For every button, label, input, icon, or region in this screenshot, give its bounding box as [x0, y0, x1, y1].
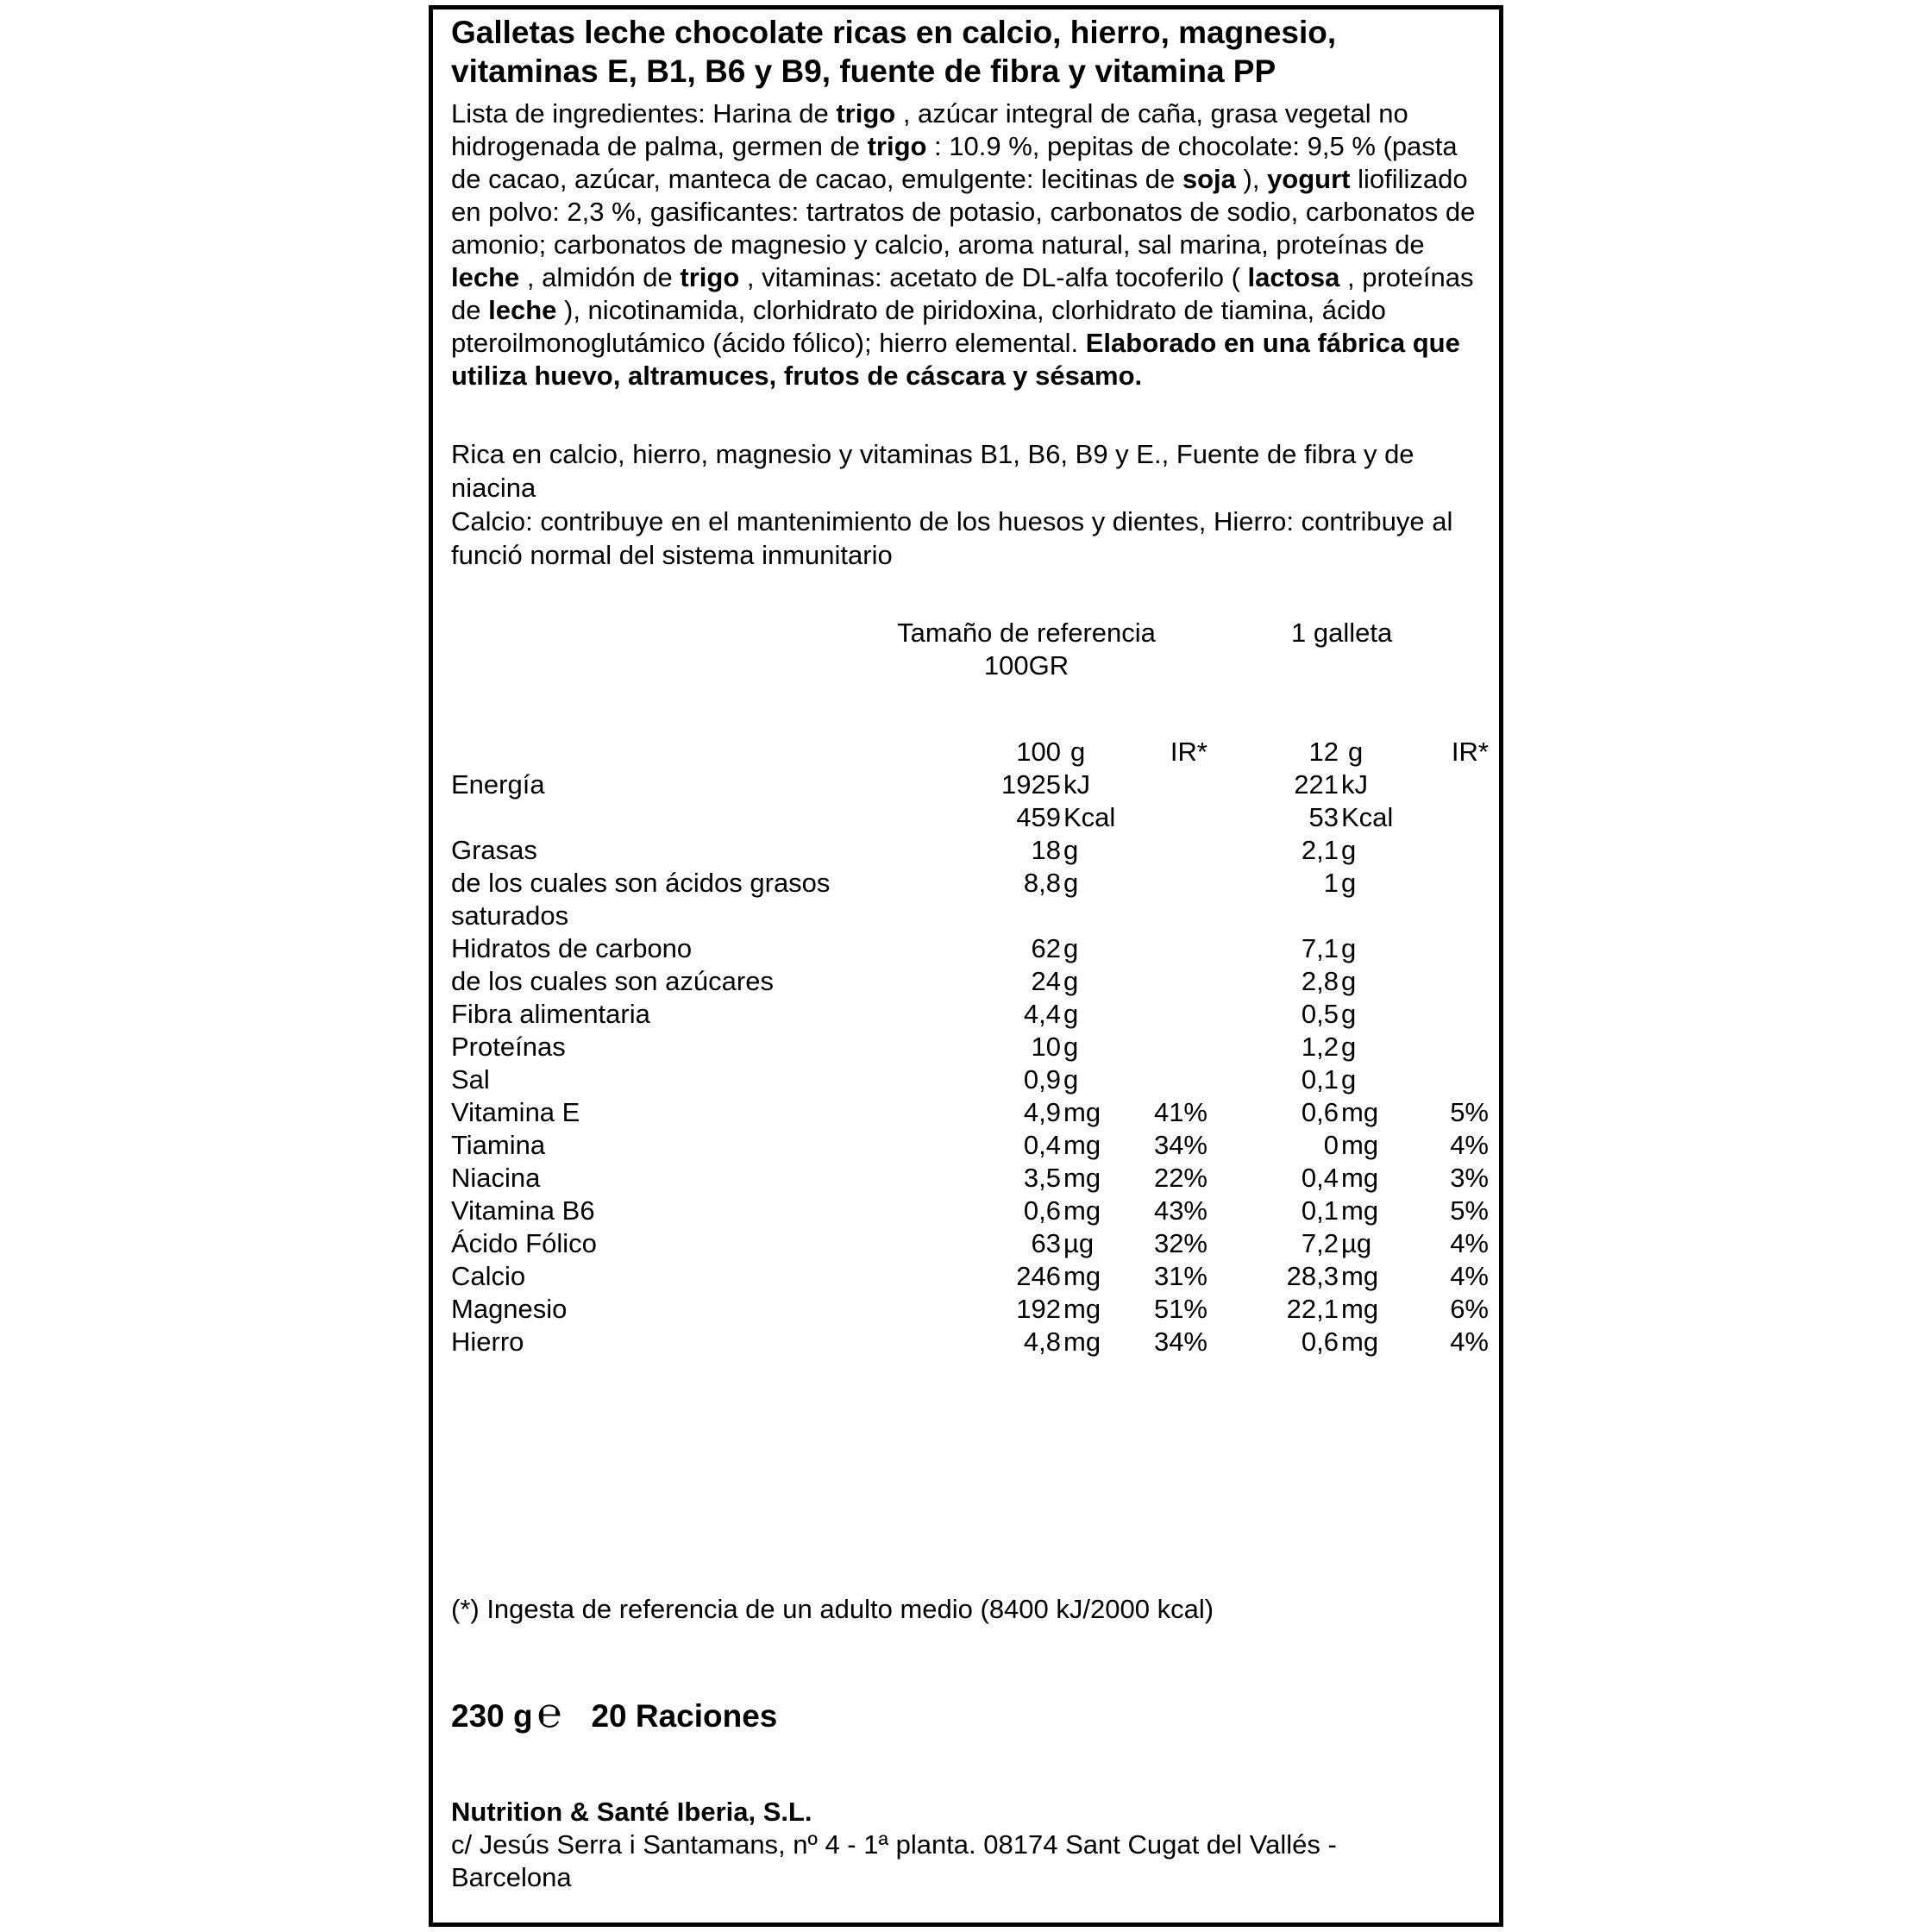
unit-per-12g: mg — [1341, 1097, 1379, 1127]
value-per-100g: 63 — [1031, 1228, 1061, 1258]
unit-per-100g: mg — [1063, 1327, 1101, 1357]
unit-per-12g: mg — [1341, 1327, 1379, 1357]
unit-per-100g: g — [1063, 1032, 1079, 1062]
table-row — [451, 801, 1489, 834]
ir-percent-per-12g: 5% — [1450, 1195, 1489, 1226]
nutrient-name: Vitamina B6 — [451, 1195, 595, 1226]
ir-percent-per-12g: 6% — [1450, 1294, 1489, 1324]
unit-per-12g: Kcal — [1341, 802, 1394, 832]
unit-per-100g: mg — [1063, 1294, 1101, 1324]
ir-percent-per-100g: 43% — [1153, 1195, 1208, 1226]
value-per-100g: 4,4 — [1023, 999, 1061, 1029]
reference-intake-footnote: (*) Ingesta de referencia de un adulto medio (8400 kJ/2000 kcal) — [451, 1594, 1214, 1624]
unit-per-12g: g — [1341, 1032, 1357, 1062]
nutrient-name: Proteínas — [451, 1032, 566, 1062]
nutrient-name: Niacina — [451, 1163, 541, 1193]
table-row — [451, 834, 1489, 867]
nutrient-name: Sal — [451, 1064, 490, 1095]
value-per-12g: 221 — [1294, 769, 1339, 800]
value-per-12g: 0,6 — [1301, 1097, 1339, 1127]
value-per-12g: 7,1 — [1301, 933, 1339, 963]
estimated-sign: ℮ — [536, 1690, 562, 1736]
value-per-12g: 28,3 — [1286, 1261, 1339, 1291]
value-per-12g: 0,4 — [1301, 1163, 1339, 1193]
unit-per-12g: mg — [1341, 1195, 1379, 1226]
unit-per-100g: Kcal — [1063, 802, 1116, 832]
value-per-100g: 24 — [1031, 966, 1061, 996]
ir-percent-per-100g: 22% — [1153, 1163, 1208, 1193]
unit-per-12g: mg — [1341, 1163, 1379, 1193]
value-per-100g: 10 — [1031, 1032, 1061, 1062]
ir-percent-per-100g: 32% — [1153, 1228, 1208, 1258]
nutrient-name: Fibra alimentaria — [451, 999, 650, 1029]
unit-per-12g: mg — [1341, 1130, 1379, 1160]
table-row — [451, 1063, 1489, 1096]
nutrient-name: Grasas — [451, 835, 537, 865]
table-row — [451, 932, 1489, 965]
table-row — [451, 1031, 1489, 1063]
value-per-12g: 7,2 — [1301, 1228, 1339, 1258]
unit-per-12g: g — [1341, 1064, 1357, 1095]
product-title: Galletas leche chocolate ricas en calcio, hierro, magnesio, vitaminas E, B1, B6 y B9, fuente de fibra y vitamina PP — [451, 15, 1337, 89]
value-per-12g: 2,1 — [1301, 835, 1339, 865]
value-per-100g: 4,9 — [1023, 1097, 1061, 1127]
value-per-12g: 0,1 — [1301, 1064, 1339, 1095]
serving-reference — [837, 617, 1216, 682]
ir-percent-per-100g: 51% — [1153, 1294, 1208, 1324]
table-row — [451, 1195, 1489, 1227]
value-per-12g: 0,6 — [1301, 1327, 1339, 1357]
value-per-12g: 0 — [1323, 1130, 1339, 1160]
unit-per-12g: g — [1341, 966, 1357, 996]
table-row — [451, 1129, 1489, 1162]
serving-reference-label: Tamaño de referencia — [897, 618, 1156, 648]
nutrient-name: Hidratos de carbono — [451, 933, 693, 963]
unit-per-12g: mg — [1341, 1261, 1379, 1291]
value-per-100g: 0,9 — [1023, 1064, 1061, 1095]
unit-per-100g: kJ — [1063, 769, 1090, 800]
nutrient-name: Vitamina E — [451, 1097, 580, 1127]
value-per-100g: 0,6 — [1023, 1195, 1061, 1226]
value-per-12g: 0,5 — [1301, 999, 1339, 1029]
ir-percent-per-12g: 5% — [1450, 1097, 1489, 1127]
ir-percent-per-100g: 34% — [1153, 1130, 1208, 1160]
nutrition-table-header — [451, 736, 1489, 768]
manufacturer-section — [451, 1796, 1489, 1894]
unit-per-12g: g — [1341, 868, 1357, 898]
unit-per-12g: µg — [1341, 1228, 1372, 1258]
manufacturer-name: Nutrition & Santé Iberia, S.L. — [451, 1797, 812, 1827]
ir-percent-per-100g: 31% — [1153, 1261, 1208, 1291]
ir-percent-per-12g: 4% — [1450, 1228, 1489, 1258]
value-per-100g: 62 — [1031, 933, 1061, 963]
header-col-100g-unit: g — [1070, 737, 1086, 767]
table-row — [451, 867, 1489, 932]
table-row — [451, 1326, 1489, 1358]
claims-section — [451, 437, 1489, 572]
unit-per-12g: g — [1341, 835, 1357, 865]
unit-per-100g: g — [1063, 933, 1079, 963]
value-per-12g: 1 — [1323, 868, 1339, 898]
servings-count: 20 Raciones — [591, 1698, 778, 1734]
nutrient-name: Ácido Fólico — [451, 1228, 597, 1258]
value-per-100g: 459 — [1016, 802, 1061, 832]
table-row — [451, 1227, 1489, 1260]
nutrient-name: Hierro — [451, 1327, 524, 1357]
value-per-12g: 1,2 — [1301, 1032, 1339, 1062]
header-col-100g-value: 100 — [1016, 737, 1061, 767]
value-per-100g: 4,8 — [1023, 1327, 1061, 1357]
header-col-12g-unit: g — [1348, 737, 1364, 767]
unit-per-100g: g — [1063, 1064, 1079, 1095]
value-per-100g: 1925 — [1001, 769, 1061, 800]
nutrient-name: de los cuales son azúcares — [451, 966, 774, 996]
unit-per-12g: mg — [1341, 1294, 1379, 1324]
label-border-box — [429, 5, 1503, 1927]
value-per-12g: 22,1 — [1286, 1294, 1339, 1324]
unit-per-12g: g — [1341, 933, 1357, 963]
header-col-ir2: IR* — [1451, 737, 1489, 767]
nutrient-name: de los cuales son ácidos grasos saturados — [451, 868, 831, 931]
nutrition-table — [451, 736, 1489, 1358]
ir-percent-per-12g: 4% — [1450, 1130, 1489, 1160]
ir-percent-per-12g: 4% — [1450, 1261, 1489, 1291]
ir-percent-per-12g: 3% — [1450, 1163, 1489, 1193]
manufacturer-address: c/ Jesús Serra i Santamans, nº 4 - 1ª planta. 08174 Sant Cugat del Vallés - Barcelona — [451, 1829, 1337, 1892]
nutrient-name: Tiamina — [451, 1130, 546, 1160]
serving-per-unit-label: 1 galleta — [1291, 618, 1393, 648]
net-weight-value: 230 g — [451, 1698, 533, 1734]
table-row — [451, 1096, 1489, 1129]
unit-per-100g: mg — [1063, 1130, 1101, 1160]
unit-per-100g: mg — [1063, 1097, 1101, 1127]
unit-per-100g: g — [1063, 868, 1079, 898]
nutrient-name: Energía — [451, 769, 545, 800]
unit-per-100g: µg — [1063, 1228, 1095, 1258]
unit-per-12g: g — [1341, 999, 1357, 1029]
value-per-12g: 0,1 — [1301, 1195, 1339, 1226]
table-row — [451, 998, 1489, 1031]
ir-percent-per-100g: 34% — [1153, 1327, 1208, 1357]
unit-per-100g: mg — [1063, 1195, 1101, 1226]
ir-percent-per-100g: 41% — [1153, 1097, 1208, 1127]
claim-calcium-iron: Calcio: contribuye en el mantenimiento de los huesos y dientes, Hierro: contribuye al funció normal del sistema inmunitario — [451, 506, 1453, 570]
serving-size-header — [451, 617, 1489, 682]
value-per-100g: 192 — [1016, 1294, 1061, 1324]
nutrition-table-body — [451, 768, 1489, 1358]
header-col-ir1: IR* — [1170, 737, 1208, 767]
unit-per-12g: kJ — [1341, 769, 1368, 800]
table-row — [451, 768, 1489, 801]
value-per-100g: 3,5 — [1023, 1163, 1061, 1193]
nutrient-name: Magnesio — [451, 1294, 568, 1324]
table-row — [451, 1293, 1489, 1326]
value-per-12g: 53 — [1308, 802, 1339, 832]
unit-per-100g: g — [1063, 966, 1079, 996]
unit-per-100g: g — [1063, 999, 1079, 1029]
serving-reference-size: 100GR — [983, 650, 1070, 681]
value-per-100g: 18 — [1031, 835, 1061, 865]
ingredients-paragraph: Lista de ingredientes: Harina de trigo , azúcar integral de caña, grasa vegetal no hidrogenada de palma, germen de trigo : 10.9 %, pepitas de chocolate: 9,5 % (pasta de cacao, azúcar, manteca de cacao, emulgente: lecitinas de soja ), yogurt liofilizado en polvo: 2,3 %, gasificantes: tartratos de potasio, carbonatos de sodio, carbonatos de amonio; carbonatos de magnesio y calcio, aroma natural, sal marina, proteínas de leche , almidón de trigo , vitaminas: acetato de DL-alfa tocoferilo ( lactosa , proteínas de leche ), nicotinamida, clorhidrato de piridoxina, clorhidrato de tiamina, ácido pteroilmonoglutámico (ácido fólico); hierro elemental. Elaborado en una fábrica que utiliza huevo, altramuces, frutos de cáscara y sésamo. — [451, 98, 1476, 391]
ir-percent-per-12g: 4% — [1450, 1327, 1489, 1357]
claim-rich-in: Rica en calcio, hierro, magnesio y vitaminas B1, B6, B9 y E., Fuente de fibra y de niacina — [451, 439, 1414, 503]
unit-per-100g: mg — [1063, 1163, 1101, 1193]
table-row — [451, 1260, 1489, 1293]
header-col-12g-value: 12 — [1308, 737, 1339, 767]
net-weight-line — [451, 1690, 1489, 1737]
value-per-100g: 0,4 — [1023, 1130, 1061, 1160]
nutrient-name: Calcio — [451, 1261, 526, 1291]
table-row — [451, 1162, 1489, 1195]
value-per-100g: 246 — [1016, 1261, 1061, 1291]
table-row — [451, 965, 1489, 998]
unit-per-100g: mg — [1063, 1261, 1101, 1291]
unit-per-100g: g — [1063, 835, 1079, 865]
value-per-100g: 8,8 — [1023, 868, 1061, 898]
value-per-12g: 2,8 — [1301, 966, 1339, 996]
